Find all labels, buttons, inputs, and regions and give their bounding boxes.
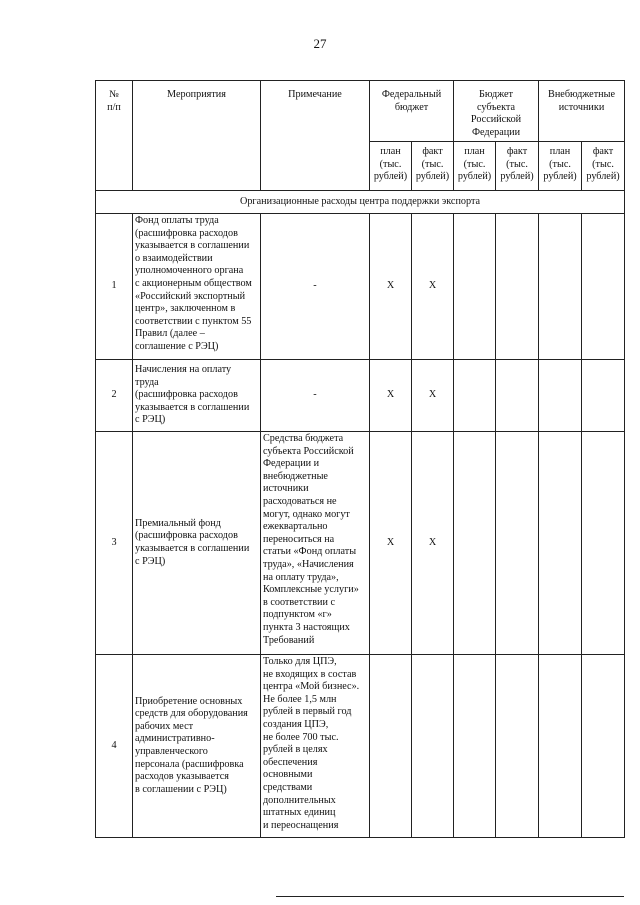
row-measure: Приобретение основных средств для оборудования рабочих мест административно- управленческого персонала (расшифровка расходов указывается в соглашении с РЭЦ) — [133, 655, 261, 838]
row-fed-fact: X — [412, 432, 454, 655]
row-note: Средства бюджета субъекта Российской Федерации и внебюджетные источники расходоваться не могут, однако могут ежеквартально переноситься на статьи «Фонд оплаты труда», «Начисления на оплату труда», Комплексные услуги» в соответствии с подпунктом «г» пункта 3 настоящих Требований — [261, 432, 370, 655]
row-extra-fact — [582, 360, 625, 432]
row-note: Только для ЦПЭ, не входящих в состав центра «Мой бизнес». Не более 1,5 млн рублей в первый год создания ЦПЭ, не более 700 тыс. рублей в целях обеспечения основными средствами дополнительных штатных единиц и переоснащения — [261, 655, 370, 838]
table-row — [96, 655, 625, 838]
row-extra-plan — [539, 360, 582, 432]
row-fed-fact — [412, 655, 454, 838]
row-extra-fact — [582, 432, 625, 655]
header-extra-fact: факт (тыс. рублей) — [582, 142, 625, 191]
header-fed-plan: план (тыс. рублей) — [370, 142, 412, 191]
bottom-rule — [276, 896, 624, 897]
page-number: 27 — [313, 36, 327, 51]
header-num: № п/п — [96, 81, 133, 191]
budget-table — [95, 80, 625, 838]
table-row — [96, 214, 625, 360]
row-reg-fact — [496, 432, 539, 655]
row-extra-fact — [582, 655, 625, 838]
row-fed-plan: X — [370, 214, 412, 360]
row-reg-fact — [496, 360, 539, 432]
row-num: 3 — [96, 432, 133, 655]
row-extra-plan — [539, 214, 582, 360]
row-reg-plan — [454, 655, 496, 838]
row-reg-plan — [454, 214, 496, 360]
row-note: - — [261, 360, 370, 432]
row-measure: Фонд оплаты труда (расшифровка расходов указывается в соглашении о взаимодействии уполномоченного органа с акционерным обществом «Российский экспортный центр», заключенном в соответствии с пунктом 55 Правил (далее – соглашение с РЭЦ) — [133, 214, 261, 360]
row-reg-fact — [496, 655, 539, 838]
row-reg-plan — [454, 360, 496, 432]
header-federal-budget: Федеральный бюджет — [370, 81, 454, 142]
row-measure: Начисления на оплату труда (расшифровка расходов указывается в соглашении с РЭЦ) — [133, 360, 261, 432]
table-header-row — [96, 81, 625, 142]
row-reg-fact — [496, 214, 539, 360]
row-fed-fact: X — [412, 360, 454, 432]
header-regional-budget: Бюджет субъекта Российской Федерации — [454, 81, 539, 142]
header-fed-fact: факт (тыс. рублей) — [412, 142, 454, 191]
header-reg-fact: факт (тыс. рублей) — [496, 142, 539, 191]
row-fed-plan — [370, 655, 412, 838]
row-extra-plan — [539, 432, 582, 655]
header-extrabudget: Внебюджетные источники — [539, 81, 625, 142]
row-num: 2 — [96, 360, 133, 432]
row-fed-plan: X — [370, 432, 412, 655]
table-row — [96, 432, 625, 655]
header-note: Примечание — [261, 81, 370, 191]
row-reg-plan — [454, 432, 496, 655]
header-extra-plan: план (тыс. рублей) — [539, 142, 582, 191]
table-row — [96, 360, 625, 432]
row-extra-plan — [539, 655, 582, 838]
header-reg-plan: план (тыс. рублей) — [454, 142, 496, 191]
section-row — [96, 191, 625, 214]
row-num: 4 — [96, 655, 133, 838]
row-fed-plan: X — [370, 360, 412, 432]
row-num: 1 — [96, 214, 133, 360]
row-fed-fact: X — [412, 214, 454, 360]
section-title: Организационные расходы центра поддержки экспорта — [96, 191, 625, 214]
row-note: - — [261, 214, 370, 360]
row-measure: Премиальный фонд (расшифровка расходов указывается в соглашении с РЭЦ) — [133, 432, 261, 655]
row-extra-fact — [582, 214, 625, 360]
header-measures: Мероприятия — [133, 81, 261, 191]
